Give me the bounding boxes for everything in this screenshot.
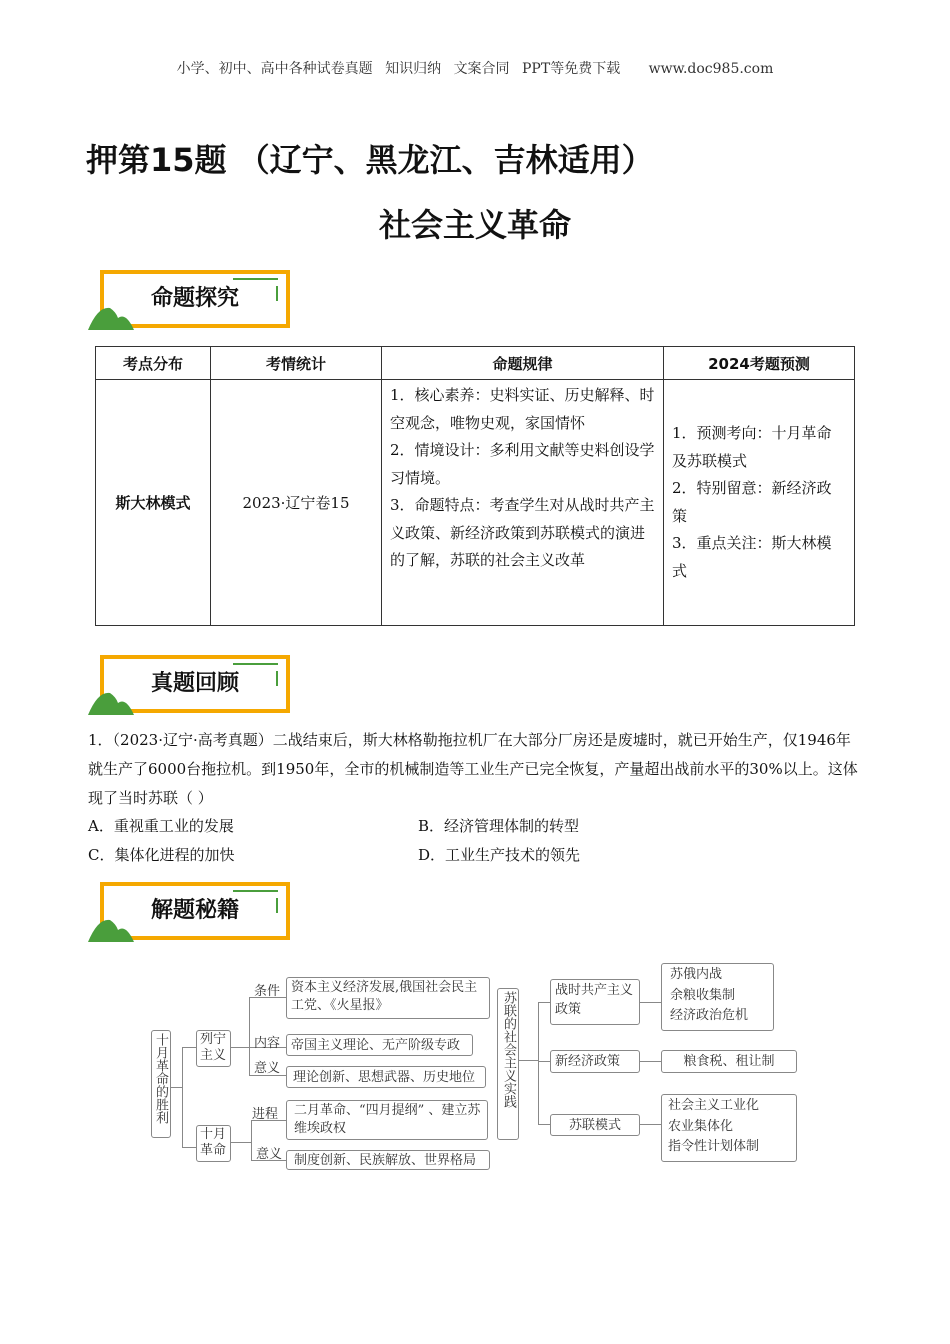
detail-line: 社会主义工业化: [668, 1098, 760, 1113]
page-header: [0, 58, 950, 78]
predict-item: 1．预测考向：十月革命及苏联模式: [672, 424, 832, 470]
detail-line: 农业集体化: [668, 1118, 734, 1134]
question-stem: 1．（2023·辽宁·高考真题）二战结束后，斯大林格勒拖拉机厂在大部分厂房还是废墟时，就已开始生产，仅1946年就生产了6000台拖拉机。到1950年，全市的机械制造等工业生产已完全恢复，产量超出战前水平的30%以上。这体现了当时苏联（ ）: [88, 731, 858, 807]
mountain-icon: [88, 683, 138, 715]
node-october-revolution: 十月革命: [196, 1125, 231, 1162]
header-text: 知识归纳: [385, 61, 442, 77]
node-nep-detail: 粮食税、租让制: [661, 1050, 797, 1073]
exam-analysis-table: [95, 346, 855, 626]
section-title: 解题秘籍: [150, 898, 239, 923]
table-cell: 斯大林模式: [96, 380, 211, 626]
label-process: 进程: [252, 1107, 279, 1122]
table-cell: [382, 380, 664, 626]
mountain-icon: [88, 298, 138, 330]
mountain-icon: [88, 910, 138, 942]
page-title: 押第15题 （辽宁、黑龙江、吉林适用）: [86, 141, 654, 179]
node-war-communism: 战时共产主义政策: [550, 979, 640, 1025]
table-cell: [664, 380, 855, 626]
header-text: 文案合同: [453, 61, 510, 77]
node-meaning: 理论创新、思想武器、历史地位: [286, 1066, 486, 1088]
rule-item: 3．命题特点：考查学生对从战时共产主义政策、新经济政策到苏联模式的演进的了解，苏联的社会主义改革: [390, 496, 655, 569]
table-header: 考情统计: [211, 347, 382, 380]
node-soviet-model: 苏联模式: [550, 1114, 640, 1136]
header-text: PPT等免费下载: [522, 61, 621, 77]
table-header: 2024考题预测: [664, 347, 855, 380]
section-badge: [88, 653, 293, 715]
page-subtitle: 社会主义革命: [378, 206, 571, 244]
detail-line: 经济政治危机: [670, 1008, 749, 1023]
node-soviet-model-detail: [661, 1094, 797, 1162]
table-header: 命题规律: [382, 347, 664, 380]
section-badge: [88, 880, 293, 942]
node-october-victory: 十月革命的胜利: [151, 1030, 171, 1138]
node-condition: 资本主义经济发展,俄国社会民主工党、《火星报》: [286, 977, 490, 1019]
detail-line: 苏俄内战: [670, 967, 723, 982]
header-text: 小学、初中、高中各种试卷真题: [176, 61, 373, 77]
node-leninism: 列宁主义: [196, 1030, 231, 1067]
option-c[interactable]: C．集体化进程的加快: [88, 846, 235, 864]
section-title: 真题回顾: [150, 671, 239, 696]
node-content: 帝国主义理论、无产阶级专政: [286, 1034, 473, 1056]
section-title: 命题探究: [150, 286, 239, 311]
label-content: 内容: [254, 1036, 281, 1051]
option-b[interactable]: B．经济管理体制的转型: [418, 817, 580, 835]
option-a[interactable]: A．重视重工业的发展: [88, 817, 234, 835]
detail-line: 余粮收集制: [670, 987, 736, 1003]
section-badge: [88, 268, 293, 330]
header-site-link[interactable]: www.doc985.com: [648, 61, 774, 77]
table-cell: 2023·辽宁卷15: [211, 380, 382, 626]
option-d[interactable]: D．工业生产技术的领先: [418, 846, 581, 864]
rule-item: 1．核心素养：史料实证、历史解释、时空观念，唯物史观，家国情怀: [390, 386, 655, 432]
predict-item: 3．重点关注：斯大林模式: [672, 534, 832, 580]
node-soviet-practice: 苏联的社会主义实践: [497, 988, 519, 1140]
detail-line: 指令性计划体制: [668, 1139, 760, 1154]
table-header: 考点分布: [96, 347, 211, 380]
node-meaning: 制度创新、民族解放、世界格局: [286, 1150, 490, 1170]
label-condition: 条件: [254, 984, 281, 999]
label-meaning: 意义: [256, 1147, 283, 1162]
rule-item: 2．情境设计：多利用文献等史料创设学习情境。: [390, 441, 655, 487]
label-meaning: 意义: [254, 1061, 281, 1076]
predict-item: 2．特别留意：新经济政策: [672, 479, 832, 525]
node-nep: 新经济政策: [550, 1050, 640, 1073]
node-war-communism-detail: [661, 963, 774, 1031]
node-process: 二月革命、“四月提纲” 、建立苏维埃政权: [286, 1100, 488, 1140]
